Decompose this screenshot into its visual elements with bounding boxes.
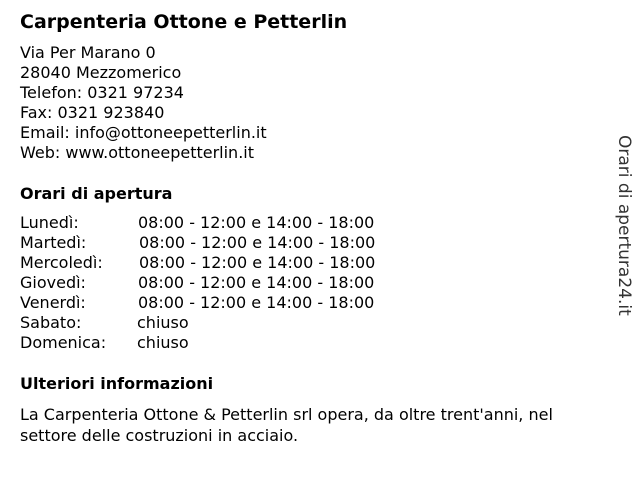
day-label: Sabato: — [20, 313, 82, 332]
time-value: 08:00 - 12:00 e 14:00 - 18:00 — [138, 273, 375, 292]
day-label: Lunedì: — [20, 213, 79, 232]
fax-number: Fax: 0321 923840 — [20, 103, 165, 122]
day-label: Giovedì: — [20, 273, 86, 292]
day-label: Mercoledì: — [20, 253, 103, 272]
day-label: Martedì: — [20, 233, 87, 252]
more-info-heading: Ulteriori informazioni — [20, 374, 214, 393]
contact-block — [20, 43, 267, 163]
time-value: 08:00 - 12:00 e 14:00 - 18:00 — [138, 213, 375, 232]
time-value: chiuso — [137, 313, 189, 332]
business-name: Carpenteria Ottone e Petterlin — [20, 11, 348, 33]
time-value: chiuso — [137, 333, 189, 352]
time-value: 08:00 - 12:00 e 14:00 - 18:00 — [139, 233, 376, 252]
address-city: 28040 Mezzomerico — [20, 63, 182, 82]
email-address: Email: info@ottoneepetterlin.it — [20, 123, 267, 142]
more-info-text: La Carpenteria Ottone & Petterlin srl opera, da oltre trent'anni, nel settore delle costruzioni in acciaio. — [20, 405, 553, 445]
time-value: 08:00 - 12:00 e 14:00 - 18:00 — [138, 293, 375, 312]
opening-hours-heading: Orari di apertura — [20, 184, 173, 203]
phone-number: Telefon: 0321 97234 — [20, 83, 184, 102]
day-label: Domenica: — [20, 333, 107, 352]
address-street: Via Per Marano 0 — [20, 43, 156, 62]
time-value: 08:00 - 12:00 e 14:00 - 18:00 — [139, 253, 376, 272]
day-label: Venerdì: — [20, 293, 86, 312]
site-watermark: Orari di apertura24.it — [614, 135, 634, 316]
website-address: Web: www.ottoneepetterlin.it — [20, 143, 254, 162]
